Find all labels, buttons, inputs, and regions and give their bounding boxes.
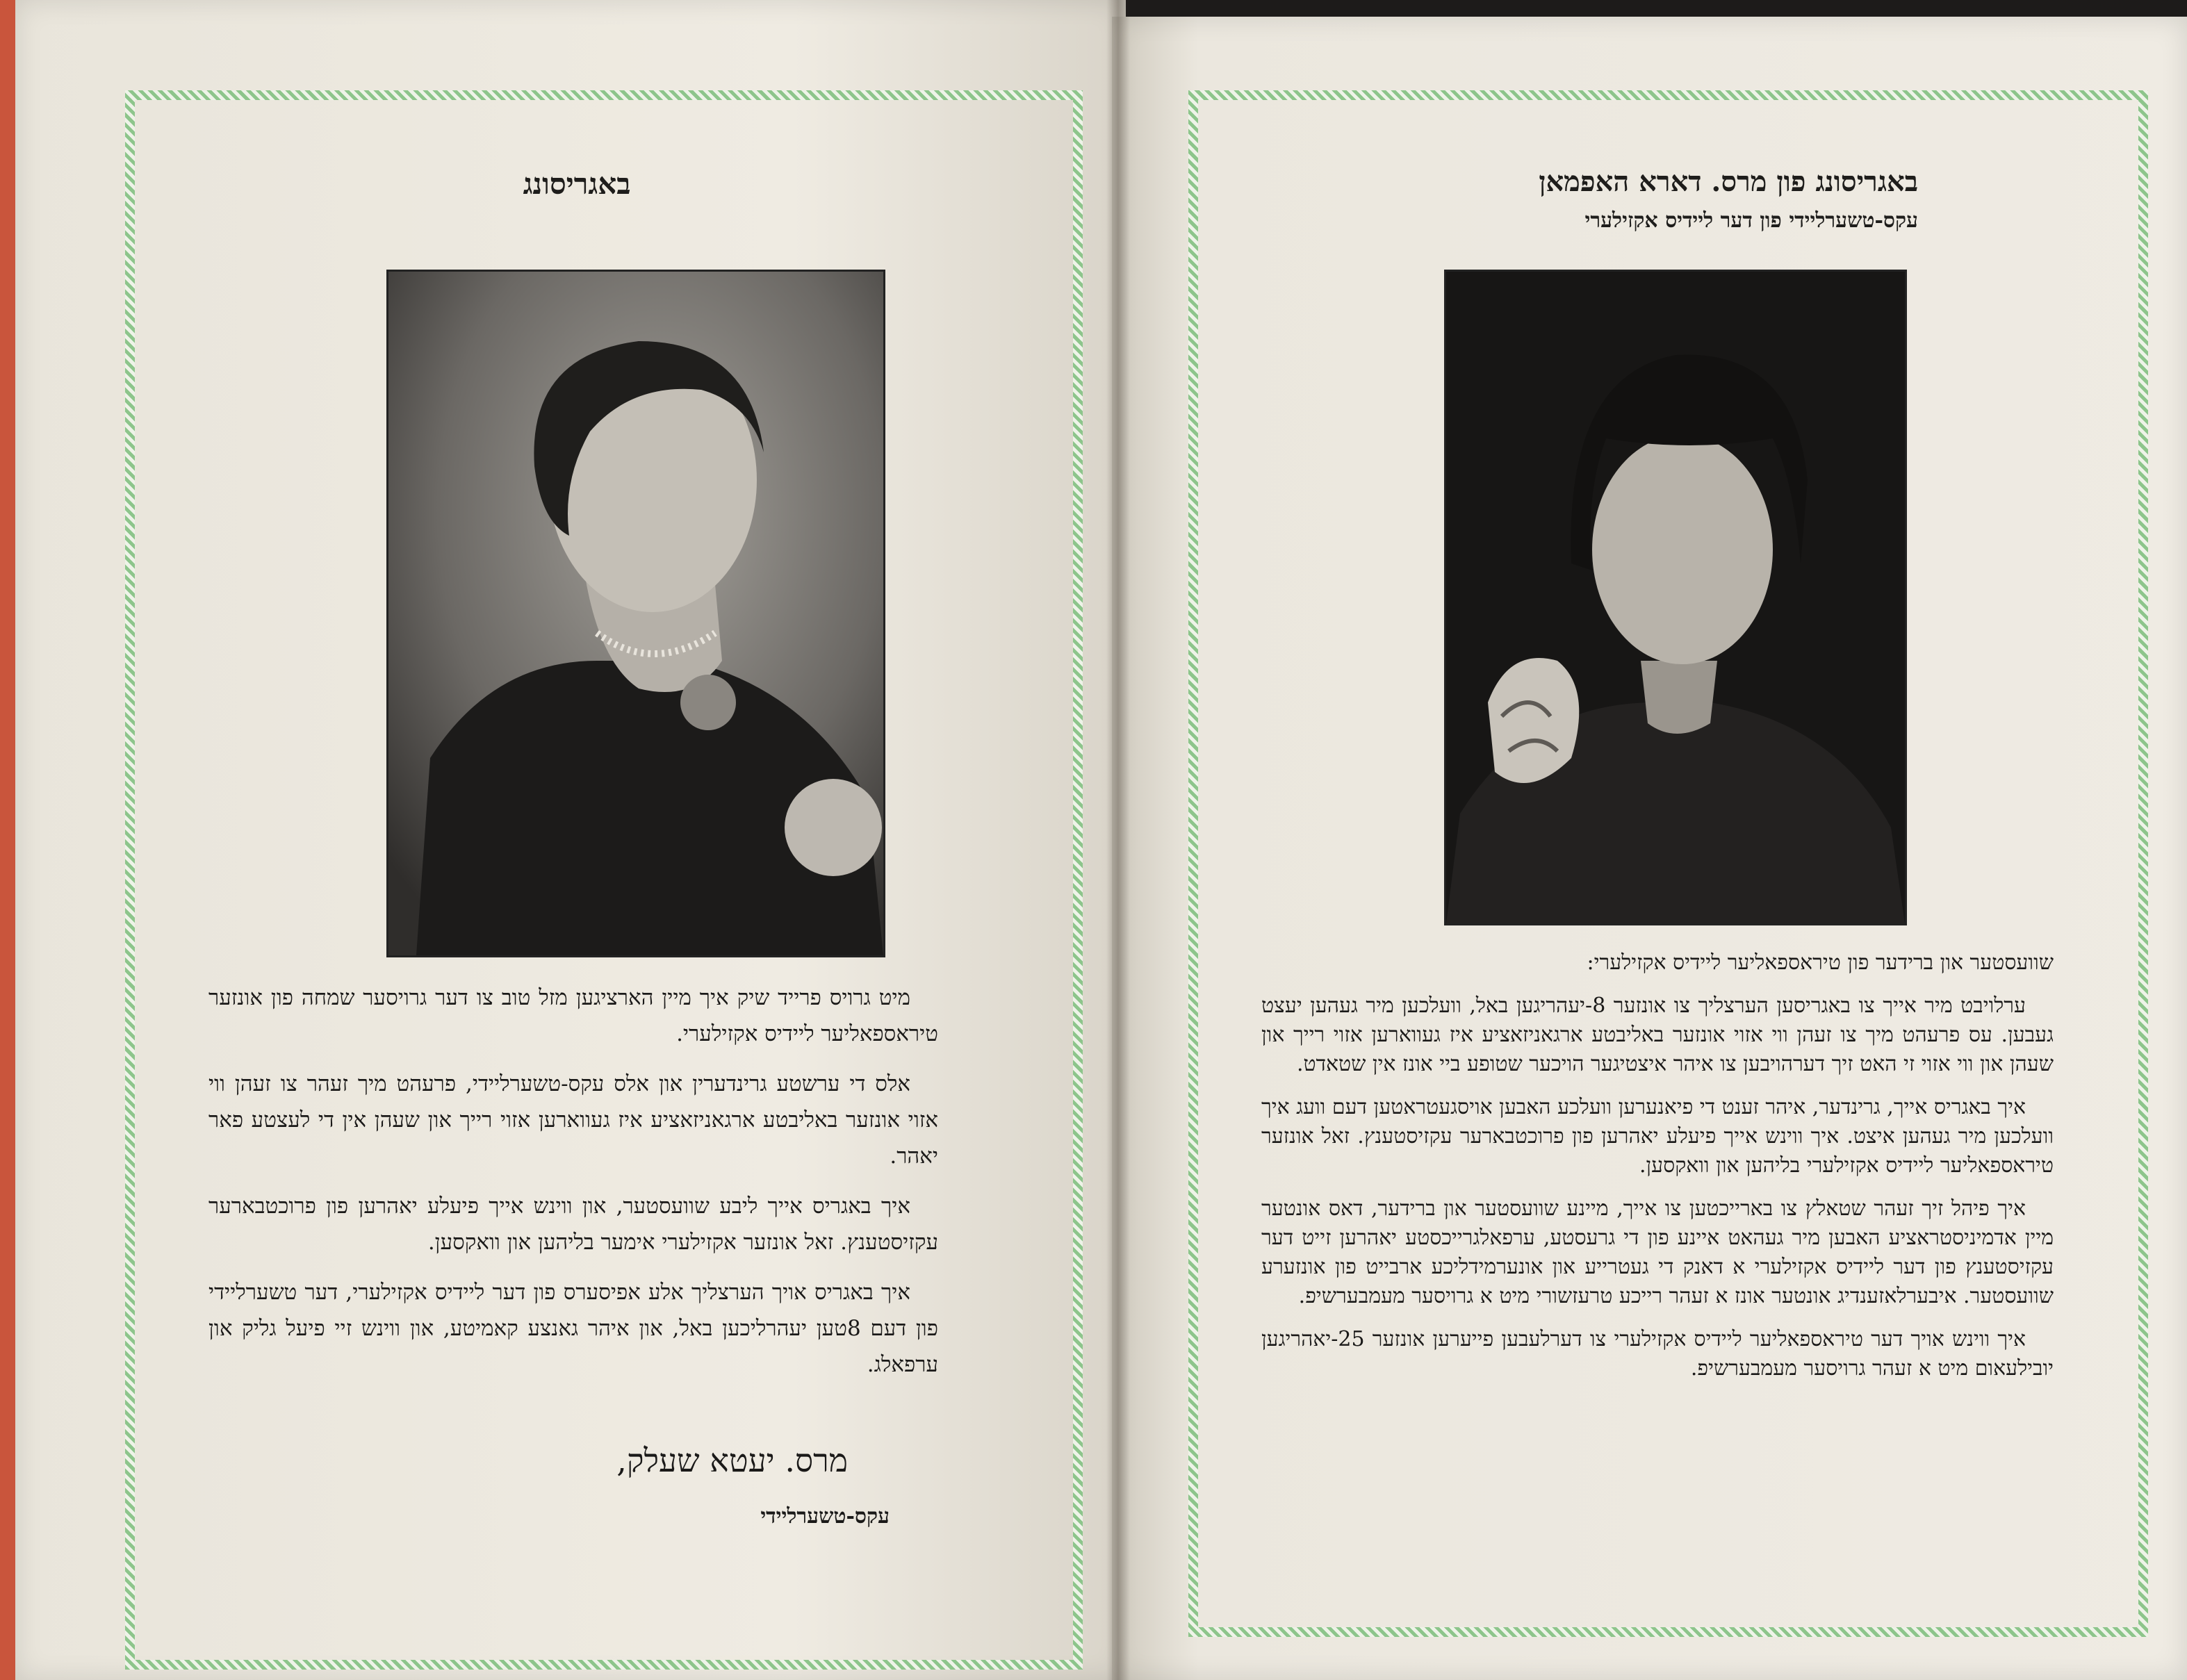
left-signature-title: עקס-טשערליידי <box>760 1504 890 1529</box>
right-page-heading: באגריסונג פון מרס. דארא האפמאן <box>1539 165 1918 198</box>
right-salutation: שוועסטער און ברידער פון טיראספאליער ליידיס אקזילערי: <box>1587 950 2054 975</box>
right-paragraph: איך באגריס אייך, גרינדער, איהר זענט די פיאנערען וועלכע האבען אויסגעטראטען דעם וועג איך וועלכען מיר געהען איצט. איך ווינש אייך פיעלע יאהרען פון פרוכטבארער עקזיסטענץ. זאל אונזער טיראספאליער ליידיס אקזילערי בליהען און וואקסען. <box>1261 1095 2054 1178</box>
right-paragraph: איך פיהל זיך זעהר שטאלץ צו בארייכטען צו אייך, מיינע שוועסטער און ברידער, דאס אונטער מיין אדמיניסטראציע האבען מיר געהאט איינע פון די גרעסטע, ערפאלגרייכסטע יאהרען זייט דער עקזיסטענץ פון דער ליידיס אקזילערי א דאנק די געטרייע און אונערמידליכע ארבייט פון אונזערע שוועסטער. איבערלאזענדיג אונטער אונז א זעהר רייכע טרעזשורי מיט א גרויסער מעמבערשיפ. <box>1261 1196 2054 1308</box>
left-paragraph: אלס די ערשטע גרינדערין און אלס עקס-טשערליידי, פרעהט מיך זעהר צו זעהן ווי אזוי אונזער באליבטע ארגאניזאציע איז געווארען אזוי רייך און שעהן אין די לעצטע פאר יאהר. <box>208 1071 938 1169</box>
book-gutter <box>1106 0 1130 1680</box>
left-paragraph: איך באגריס אויך הערצליך אלע אפיסערס פון דער ליידיס אקזילערי, דער טשערליידי פון דעם 8טען יעהרליכען באל, און איהר גאנצע קאמיטע, און ווינש זיי פיעל גליק און ערפאלג. <box>208 1280 938 1377</box>
left-portrait-photo <box>386 270 885 957</box>
right-paragraph: ערלויבט מיר אייך צו באגריסען הערצליך צו אונזער 8-יעהריגען באל, וועלכען מיר געהען יעצט געבען. עס פרעהט מיך צו זעהן ווי אזוי אונזער באליבטע ארגאניזאציע איז געווארען אזוי רייך און שעהן און ווי אזוי זי האט זיך דערהויבען צו איהר איצטיגער הויכער שטופע ביי אונז אין שטאדט. <box>1261 994 2054 1076</box>
left-paragraph: מיט גרויס פרייד שיק איך מיין הארציגען מזל טוב צו דער גרויסער שמחה פון אונזער טיראספאליער ליידיס אקזילערי. <box>208 985 938 1046</box>
right-paragraph: איך ווינש אויך דער טיראספאליער ליידיס אקזילערי צו דערלעבען פייערען אונזער 25-יאהריגען יובילעאום מיט א זעהר גרויסער מעמבערשיפ. <box>1261 1327 2054 1381</box>
portrait-woman-bob-haircut-illustration <box>1446 272 1905 923</box>
right-portrait-photo <box>1444 270 1907 925</box>
left-paragraph: איך באגריס אייך ליבע שוועסטער, און ווינש אייך פיעלע יאהרען פון פרוכטבארער עקזיסטענץ. זאל אונזער אקזילערי אימער בליהען און וואקסען. <box>208 1194 938 1255</box>
left-page-heading: באגריסונג <box>523 167 631 201</box>
left-signature-name: מרס. יעטא שעלק, <box>616 1442 848 1479</box>
right-page-subheading: עקס-טשערליידי פון דער ליידיס אקזילערי <box>1584 208 1918 233</box>
portrait-woman-pearls-illustration <box>388 272 883 955</box>
left-page-body <box>208 980 938 1397</box>
right-page-body <box>1261 948 2054 1397</box>
